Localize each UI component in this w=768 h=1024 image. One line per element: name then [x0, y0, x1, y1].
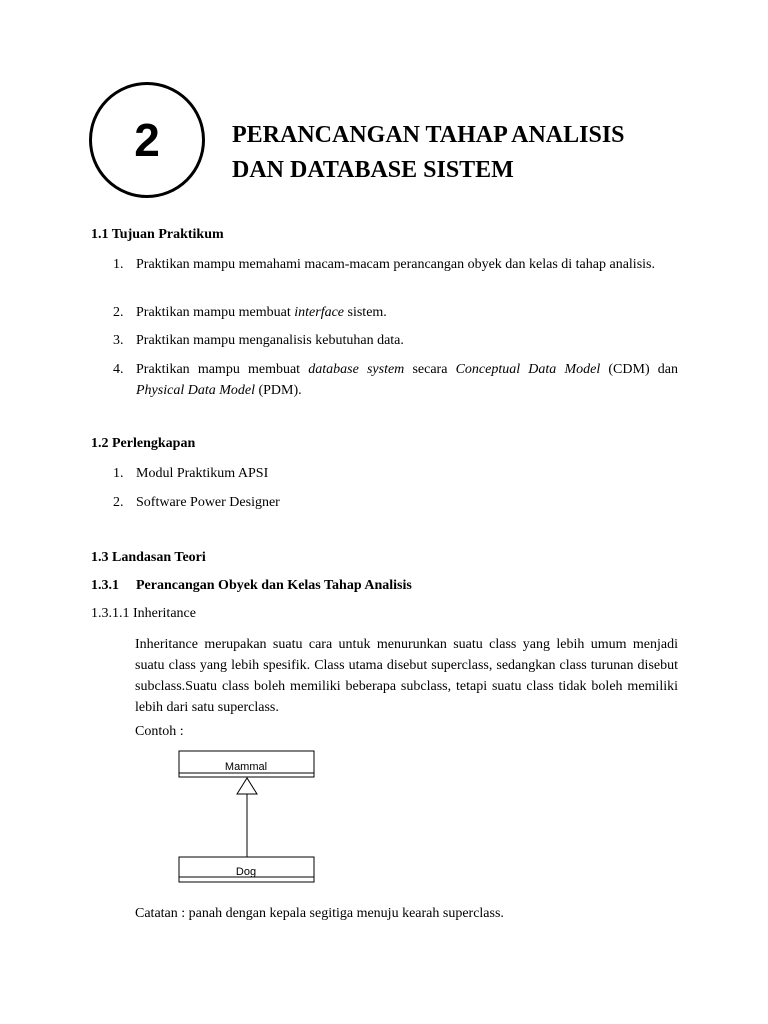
list-item: [113, 330, 678, 351]
list-text: [136, 302, 678, 323]
text-part: (PDM).: [254, 383, 302, 398]
italic-term: interface: [294, 305, 345, 320]
text-part: Praktikan mampu membuat: [136, 305, 295, 320]
list-text: [136, 359, 678, 401]
list-number: 1.: [113, 257, 124, 272]
list-item: [113, 359, 678, 401]
list-item: [113, 302, 678, 323]
chapter-number-circle: [89, 82, 205, 198]
section-heading-tujuan: 1.1 Tujuan Praktikum: [91, 227, 224, 242]
list-item: [113, 492, 678, 513]
text-part: Praktikan mampu membuat: [136, 362, 309, 377]
list-text: Praktikan mampu menganalisis kebutuhan data.: [136, 333, 404, 348]
example-label: Contoh :: [135, 724, 184, 739]
list-text: Software Power Designer: [136, 495, 280, 510]
chapter-title: [232, 118, 625, 188]
subclass-label: Dog: [235, 866, 257, 878]
list-number: 4.: [113, 362, 124, 377]
inheritance-paragraph: Inheritance merupakan suatu cara untuk menurunkan suatu class yang lebih umum menjadi suatu class yang lebih spesifik. Class utama disebut superclass, sedangkan class turunan disebut subclass.Suatu class boleh memiliki beberapa subclass, tetapi suatu class tidak boleh memiliki lebih dari satu superclass.: [135, 637, 678, 715]
text-part: sistem.: [344, 305, 387, 320]
chapter-number: 2: [134, 114, 160, 166]
list-text: Modul Praktikum APSI: [136, 466, 269, 481]
list-text: Praktikan mampu memahami macam-macam perancangan obyek dan kelas di tahap analisis.: [136, 257, 655, 272]
diagram-note: Catatan : panah dengan kepala segitiga menuju kearah superclass.: [135, 906, 504, 921]
superclass-label: Mammal: [224, 761, 268, 773]
subsection-title: Perancangan Obyek dan Kelas Tahap Analisis: [136, 578, 412, 593]
list-number: 2.: [113, 305, 124, 320]
subsection-number: 1.3.1: [91, 578, 119, 593]
text-part: secara: [404, 362, 456, 377]
italic-term: Conceptual Data Model: [455, 362, 601, 377]
inheritance-uml-diagram: [178, 750, 318, 884]
chapter-title-line-2: DAN DATABASE SISTEM: [232, 157, 514, 183]
text-part: (CDM) dan: [600, 362, 678, 377]
subsubsection-heading: 1.3.1.1 Inheritance: [91, 606, 196, 621]
list-number: 3.: [113, 333, 124, 348]
inheritance-arrowhead: [237, 778, 257, 794]
section-heading-landasan-teori: 1.3 Landasan Teori: [91, 550, 206, 565]
chapter-title-line-1: PERANCANGAN TAHAP ANALISIS: [232, 122, 625, 148]
list-item: [113, 463, 678, 484]
italic-term: database system: [308, 362, 405, 377]
list-item: [113, 254, 678, 275]
list-number: 1.: [113, 466, 124, 481]
subsection-heading: [91, 578, 412, 594]
list-number: 2.: [113, 495, 124, 510]
section-heading-perlengkapan: 1.2 Perlengkapan: [91, 436, 196, 451]
italic-term: Physical Data Model: [136, 383, 255, 398]
